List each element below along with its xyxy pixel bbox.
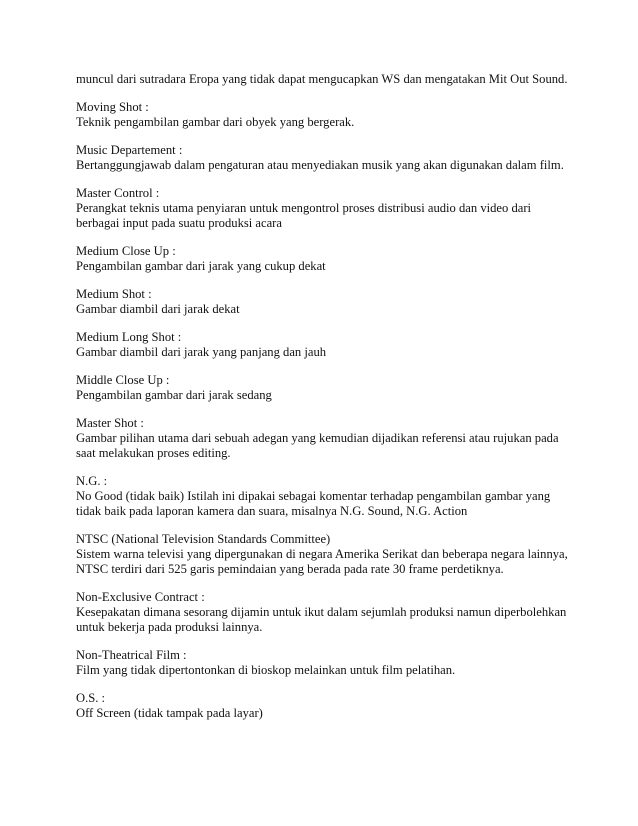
glossary-entry: [76, 474, 576, 519]
glossary-definition: Gambar diambil dari jarak dekat: [76, 302, 240, 316]
glossary-entry: [76, 330, 576, 360]
glossary-definition: Teknik pengambilan gambar dari obyek yang bergerak.: [76, 115, 355, 129]
glossary-definition: Kesepakatan dimana sesorang dijamin untuk ikut dalam sejumlah produksi namun diperbolehkan untuk bekerja pada produksi lainnya.: [76, 605, 567, 634]
glossary-term: Moving Shot :: [76, 100, 149, 114]
glossary-entry: [76, 691, 576, 721]
glossary-entry: [76, 373, 576, 403]
glossary-term: Non-Theatrical Film :: [76, 648, 187, 662]
glossary-definition: Film yang tidak dipertontonkan di bioskop melainkan untuk film pelatihan.: [76, 663, 456, 677]
glossary-definition: Perangkat teknis utama penyiaran untuk mengontrol proses distribusi audio dan video dari berbagai input pada suatu produksi acara: [76, 201, 532, 230]
glossary-definition: Gambar pilihan utama dari sebuah adegan yang kemudian dijadikan referensi atau rujukan pada saat melakukan proses editing.: [76, 431, 559, 460]
glossary-entry: [76, 244, 576, 274]
glossary-term: Middle Close Up :: [76, 373, 170, 387]
glossary-term: NTSC (National Television Standards Committee): [76, 532, 331, 546]
glossary-definition: Bertanggungjawab dalam pengaturan atau menyediakan musik yang akan digunakan dalam film.: [76, 158, 564, 172]
intro-paragraph: muncul dari sutradara Eropa yang tidak dapat mengucapkan WS dan mengatakan Mit Out Sound.: [76, 72, 568, 86]
glossary-term: Master Shot :: [76, 416, 144, 430]
document-body: [76, 72, 576, 734]
glossary-term: N.G. :: [76, 474, 108, 488]
glossary-definition: Off Screen (tidak tampak pada layar): [76, 706, 263, 720]
glossary-definition: No Good (tidak baik) Istilah ini dipakai sebagai komentar terhadap pengambilan gambar yang tidak baik pada laporan kamera dan suara, misalnya N.G. Sound, N.G. Action: [76, 489, 551, 518]
glossary-term: O.S. :: [76, 691, 106, 705]
glossary-entry: [76, 143, 576, 173]
glossary-term: Medium Close Up :: [76, 244, 176, 258]
glossary-definition: Sistem warna televisi yang dipergunakan di negara Amerika Serikat dan beberapa negara lainnya, NTSC terdiri dari 525 garis pemindaian yang berada pada rate 30 frame perdetiknya.: [76, 547, 568, 576]
glossary-definition: Pengambilan gambar dari jarak yang cukup dekat: [76, 259, 326, 273]
glossary-entry: [76, 648, 576, 678]
glossary-entry: [76, 532, 576, 577]
glossary-entry: [76, 186, 576, 231]
glossary-term: Non-Exclusive Contract :: [76, 590, 205, 604]
glossary-term: Medium Shot :: [76, 287, 152, 301]
glossary-entry: [76, 100, 576, 130]
glossary-entry: [76, 287, 576, 317]
glossary-entry: [76, 590, 576, 635]
glossary-term: Master Control :: [76, 186, 160, 200]
glossary-entry: [76, 416, 576, 461]
glossary-term: Medium Long Shot :: [76, 330, 182, 344]
glossary-definition: Pengambilan gambar dari jarak sedang: [76, 388, 272, 402]
glossary-term: Music Departement :: [76, 143, 183, 157]
glossary-definition: Gambar diambil dari jarak yang panjang dan jauh: [76, 345, 327, 359]
